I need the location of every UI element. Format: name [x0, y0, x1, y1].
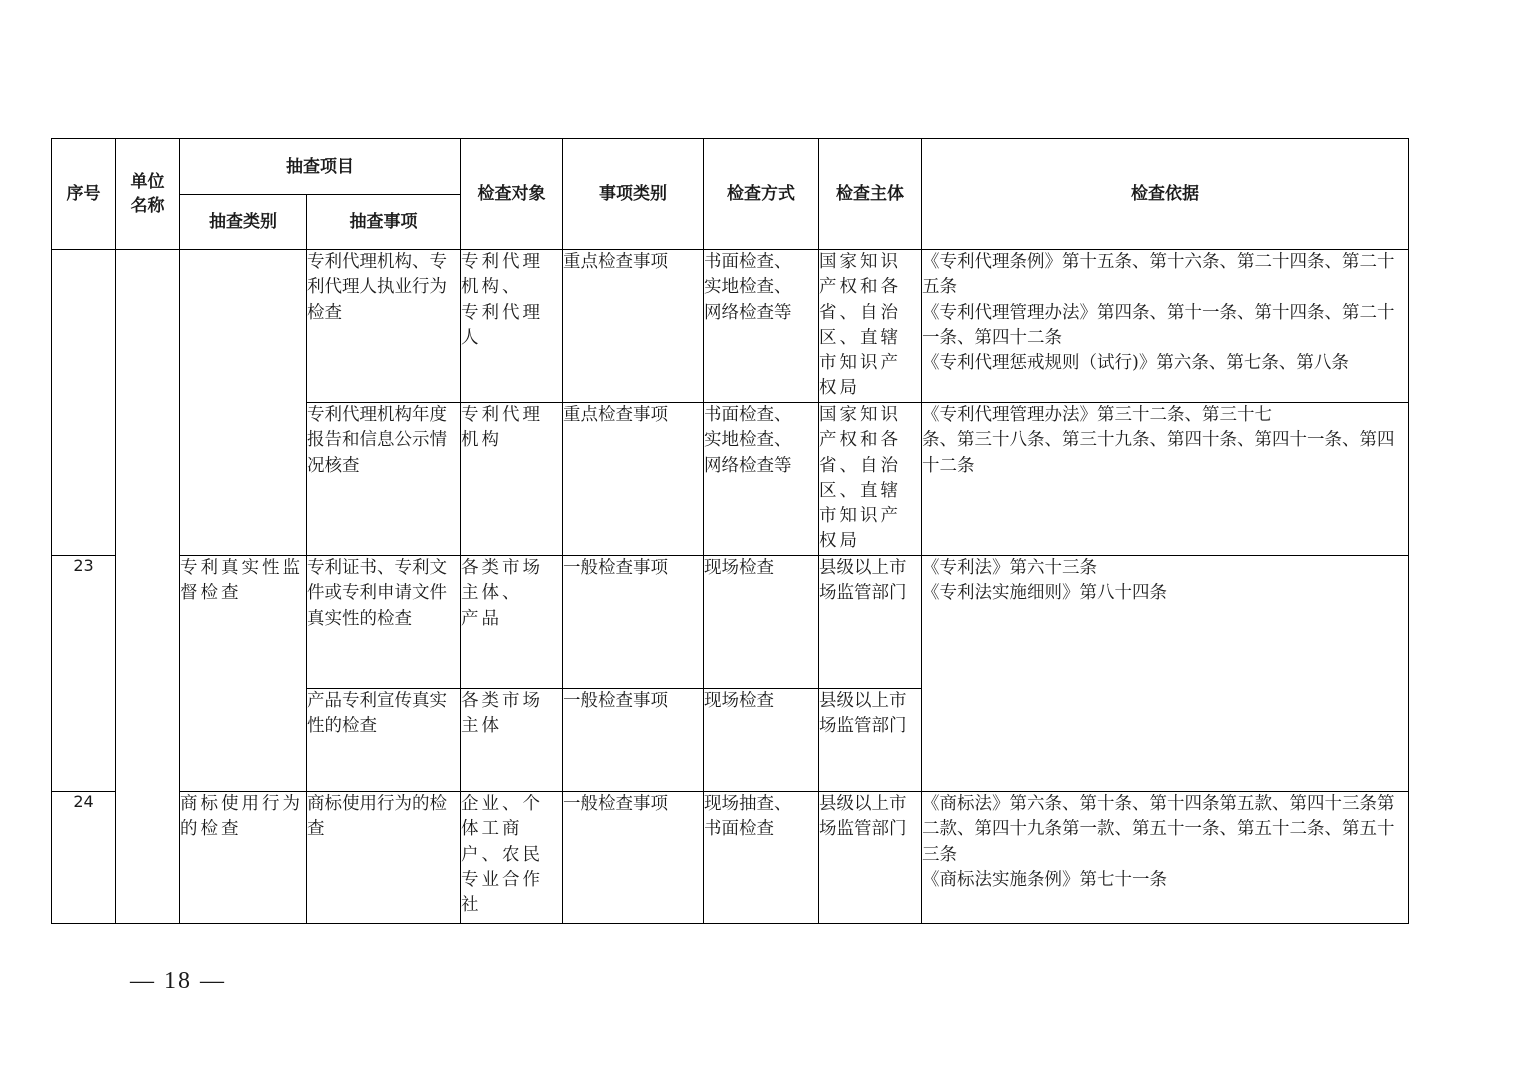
subject-cell: 县级以上市场监管部门 [819, 792, 922, 924]
method-cell: 现场检查 [704, 689, 819, 792]
header-matter-type: 事项类别 [563, 139, 704, 250]
header-method: 检查方式 [704, 139, 819, 250]
basis-cell: 《专利法》第六十三条 《专利法实施细则》第八十四条 [922, 556, 1409, 792]
subject-cell: 县级以上市场监管部门 [819, 689, 922, 792]
header-unit-name: 单位 名称 [116, 139, 180, 250]
seq-cell: 24 [52, 792, 116, 924]
subject-cell: 县级以上市场监管部门 [819, 556, 922, 689]
table-row [52, 556, 1409, 689]
matter-cell: 产品专利宣传真实性的检查 [307, 689, 461, 792]
matter-cell: 专利代理机构年度报告和信息公示情况核查 [307, 403, 461, 556]
category-cell [180, 250, 307, 556]
page-number: — 18 — [130, 968, 226, 994]
header-subject: 检查主体 [819, 139, 922, 250]
header-matter: 抽查事项 [307, 195, 461, 250]
method-cell: 现场检查 [704, 556, 819, 689]
object-cell: 企业、个体工商户、农民专业合作社 [461, 792, 563, 924]
matter-cell: 商标使用行为的检查 [307, 792, 461, 924]
method-cell: 书面检查、 实地检查、 网络检查等 [704, 250, 819, 403]
seq-cell [52, 250, 116, 556]
basis-cell: 《专利代理条例》第十五条、第十六条、第二十四条、第二十五条 《专利代理管理办法》第四条、第十一条、第十四条、第二十一条、第四十二条 《专利代理惩戒规则（试行)》第六条、第七条、第八条 [922, 250, 1409, 403]
method-cell: 现场抽查、 书面检查 [704, 792, 819, 924]
inspection-table [51, 138, 1409, 924]
header-seq: 序号 [52, 139, 116, 250]
table-row [52, 792, 1409, 924]
header-item-group: 抽查项目 [180, 139, 461, 195]
matter-cell: 专利代理机构、专利代理人执业行为检查 [307, 250, 461, 403]
header-object: 检查对象 [461, 139, 563, 250]
category-cell: 专利真实性监督检查 [180, 556, 307, 792]
object-cell: 专利代理机构、 专利代理人 [461, 250, 563, 403]
basis-cell: 《商标法》第六条、第十条、第十四条第五款、第四十三条第二款、第四十九条第一款、第五十一条、第五十二条、第五十三条 《商标法实施条例》第七十一条 [922, 792, 1409, 924]
category-cell: 商标使用行为的检查 [180, 792, 307, 924]
type-cell: 一般检查事项 [563, 792, 704, 924]
matter-cell: 专利证书、专利文件或专利申请文件真实性的检查 [307, 556, 461, 689]
subject-cell: 国家知识产权和各省、自治区、直辖市知识产权局 [819, 250, 922, 403]
type-cell: 一般检查事项 [563, 689, 704, 792]
method-cell: 书面检查、 实地检查、 网络检查等 [704, 403, 819, 556]
type-cell: 重点检查事项 [563, 250, 704, 403]
object-cell: 各类市场主体 [461, 689, 563, 792]
table-row [52, 250, 1409, 403]
subject-cell: 国家知识产权和各省、自治区、直辖市知识产权局 [819, 403, 922, 556]
basis-cell: 《专利代理管理办法》第三十二条、第三十七 条、第三十八条、第三十九条、第四十条、第四十一条、第四十二条 [922, 403, 1409, 556]
unit-name-cell [116, 250, 180, 924]
type-cell: 一般检查事项 [563, 556, 704, 689]
header-basis: 检查依据 [922, 139, 1409, 250]
type-cell: 重点检查事项 [563, 403, 704, 556]
header-category: 抽查类别 [180, 195, 307, 250]
object-cell: 各类市场主体、 产品 [461, 556, 563, 689]
seq-cell: 23 [52, 556, 116, 792]
object-cell: 专利代理机构 [461, 403, 563, 556]
